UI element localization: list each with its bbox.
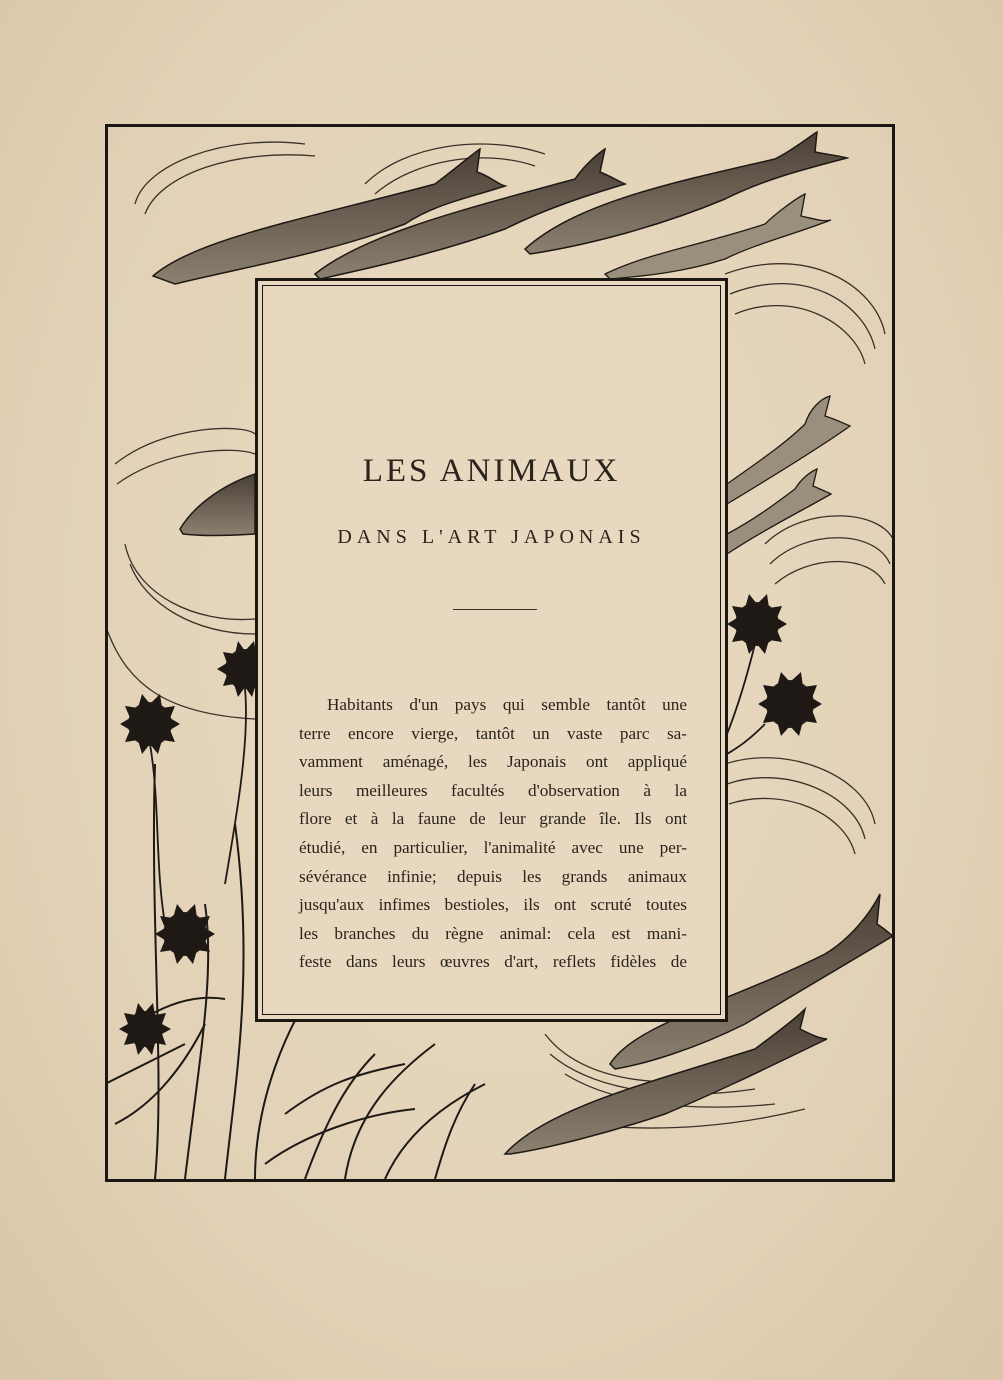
- page-subtitle: DANS L'ART JAPONAIS: [337, 526, 646, 548]
- text-line: terre encore vierge, tantôt un vaste parc sa-: [299, 723, 687, 743]
- text-line: sévérance infinie; depuis les grands animaux: [299, 866, 687, 886]
- page-title: LES ANIMAUX: [362, 453, 621, 489]
- title-text-panel: [255, 278, 728, 1022]
- text-line: les branches du règne animal: cela est mani-: [299, 923, 687, 943]
- text-line: leurs meilleures facultés d'observation à la: [299, 780, 687, 800]
- text-line: flore et à la faune de leur grande île. Ils ont: [299, 809, 687, 829]
- divider-rule: [453, 609, 537, 610]
- text-line: jusqu'aux infimes bestioles, ils ont scruté toutes: [299, 895, 687, 915]
- text-line: vamment aménagé, les Japonais ont appliqué: [299, 752, 687, 772]
- text-line: Habitants d'un pays qui semble tantôt une: [327, 695, 687, 714]
- text-line: étudié, en particulier, l'animalité avec une per-: [299, 837, 687, 857]
- text-line: feste dans leurs œuvres d'art, reflets fidèles de: [299, 952, 687, 972]
- body-paragraph: [299, 691, 687, 977]
